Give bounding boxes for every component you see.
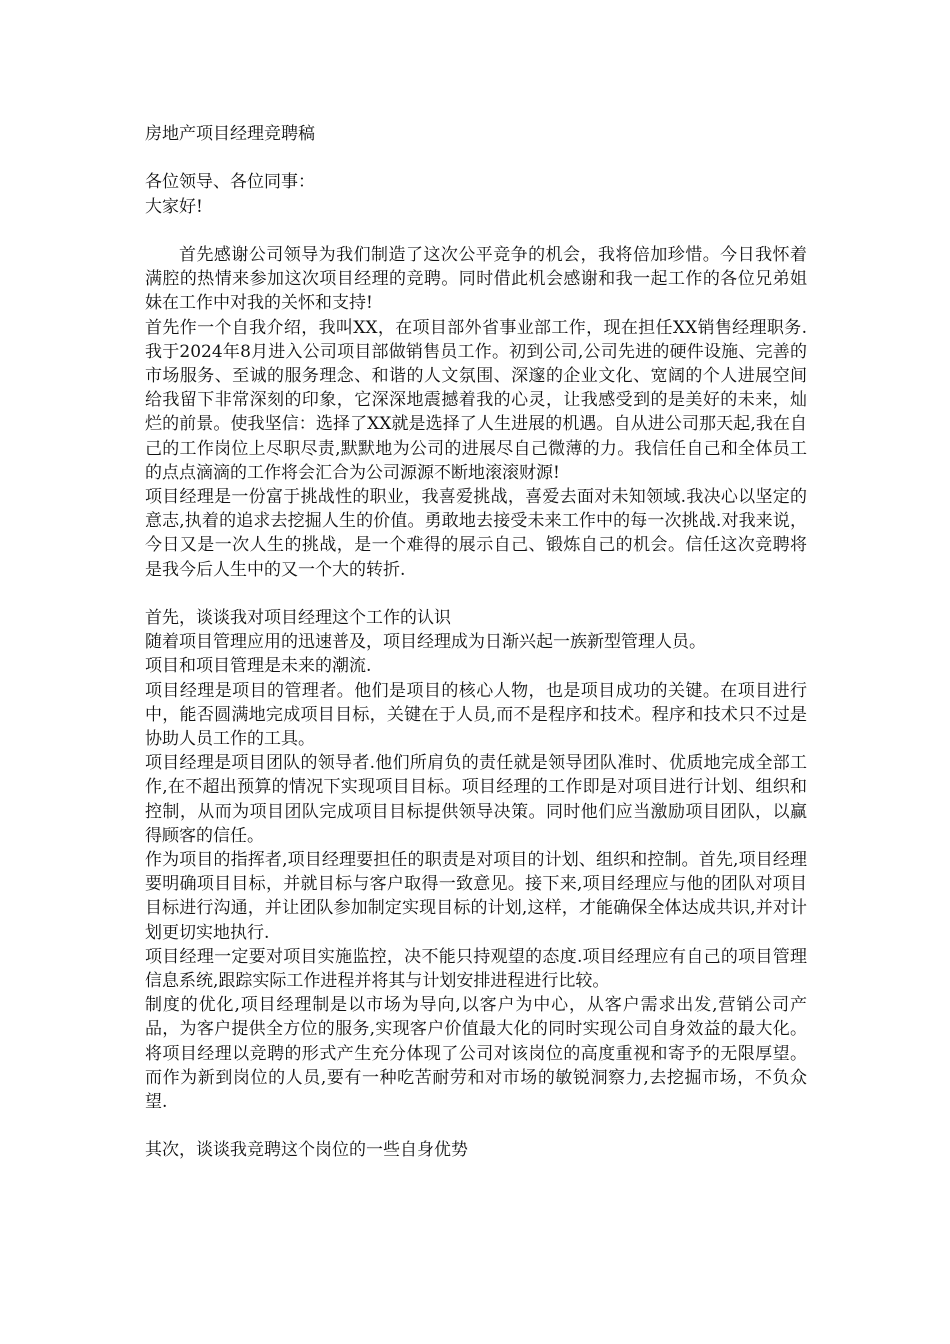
paragraph-manager: 项目经理是项目的管理者。他们是项目的核心人物，也是项目成功的关键。在项目进行中，能否圆满地完成项目目标，关键在于人员,而不是程序和技术。程序和技术只不过是协助人员工作的工具。 (145, 680, 807, 750)
paragraph-system-optimization: 制度的优化,项目经理制是以市场为导向,以客户为中心，从客户需求出发,营销公司产品，为客户提供全方位的服务,实现客户价值最大化的同时实现公司自身效益的最大化。将项目经理以竞聘的形式产生充分体现了公司对该岗位的高度重视和寄予的无限厚望。而作为新到岗位的人员,要有一种吃苦耐劳和对市场的敏锐洞察力,去挖掘市场，不负众望. (145, 995, 807, 1113)
greeting: 大家好! (145, 196, 203, 217)
paragraph-challenge: 项目经理是一份富于挑战性的职业，我喜爱挑战，喜爱去面对未知领域.我决心以坚定的意志,执着的追求去挖掘人生的价值。勇敢地去接受未来工作中的每一次挑战.对我来说，今日又是一次人生的挑战，是一个难得的展示自己、锻炼自己的机会。信任这次竞聘将是我今后人生中的又一个大的转折. (145, 487, 807, 580)
paragraph-leader: 项目经理是项目团队的领导者.他们所肩负的责任就是领导团队准时、优质地完成全部工作,在不超出预算的情况下实现项目目标。项目经理的工作即是对项目进行计划、组织和控制，从而为项目团队完成项目目标提供领导决策。同时他们应当激励项目团队，以赢得顾客的信任。 (145, 753, 807, 846)
blank-line (145, 146, 807, 170)
paragraph-commander: 作为项目的指挥者,项目经理要担任的职责是对项目的计划、组织和控制。首先,项目经理要明确项目目标，并就目标与客户取得一致意见。接下来,项目经理应与他的团队对项目目标进行沟通，并让团队参加制定实现目标的计划,这样，才能确保全体达成共识,并对计划更切实地执行. (145, 850, 807, 943)
document-title: 房地产项目经理竞聘稿 (145, 124, 315, 144)
salutation: 各位领导、各位同事： (145, 172, 315, 193)
paragraph-popularization: 随着项目管理应用的迅速普及，项目经理成为日渐兴起一族新型管理人员。 (145, 632, 706, 653)
paragraph-monitoring: 项目经理一定要对项目实施监控，决不能只持观望的态度.项目经理应有自己的项目管理信息系统,跟踪实际工作进程并将其与计划安排进程进行比较。 (145, 946, 807, 992)
blank-line (145, 1114, 807, 1138)
paragraph-trend: 项目和项目管理是未来的潮流. (145, 656, 372, 677)
section-heading-understanding: 首先，谈谈我对项目经理这个工作的认识 (145, 608, 451, 629)
paragraph-self-introduction: 首先作一个自我介绍，我叫XX，在项目部外省事业部工作，现在担任XX销售经理职务.我于2024年8月进入公司项目部做销售员工作。初到公司,公司先进的硬件设施、完善的市场服务、至诚的服务理念、和谐的人文氛围、深邃的企业文化、宽阔的个人进展空间给我留下非常深刻的印象，它深深地震撼着我的心灵，让我感受到的是美好的未来，灿烂的前景。使我坚信：选择了XX就是选择了人生进展的机遇。自从进公司那天起,我在自己的工作岗位上尽职尽责,默默地为公司的进展尽自己微薄的力。我信任自己和全体员工的点点滴滴的工作将会汇合为公司源源不断地滚滚财源! (145, 317, 807, 483)
blank-line (145, 582, 807, 606)
paragraph-thanks: 首先感谢公司领导为我们制造了这次公平竞争的机会，我将倍加珍惜。今日我怀着满腔的热情来参加这次项目经理的竞聘。同时借此机会感谢和我一起工作的各位兄弟姐妹在工作中对我的关怀和支持! (145, 244, 807, 314)
document-page (145, 122, 807, 1163)
section-heading-advantages: 其次，谈谈我竞聘这个岗位的一些自身优势 (145, 1140, 468, 1161)
blank-line (145, 219, 807, 243)
